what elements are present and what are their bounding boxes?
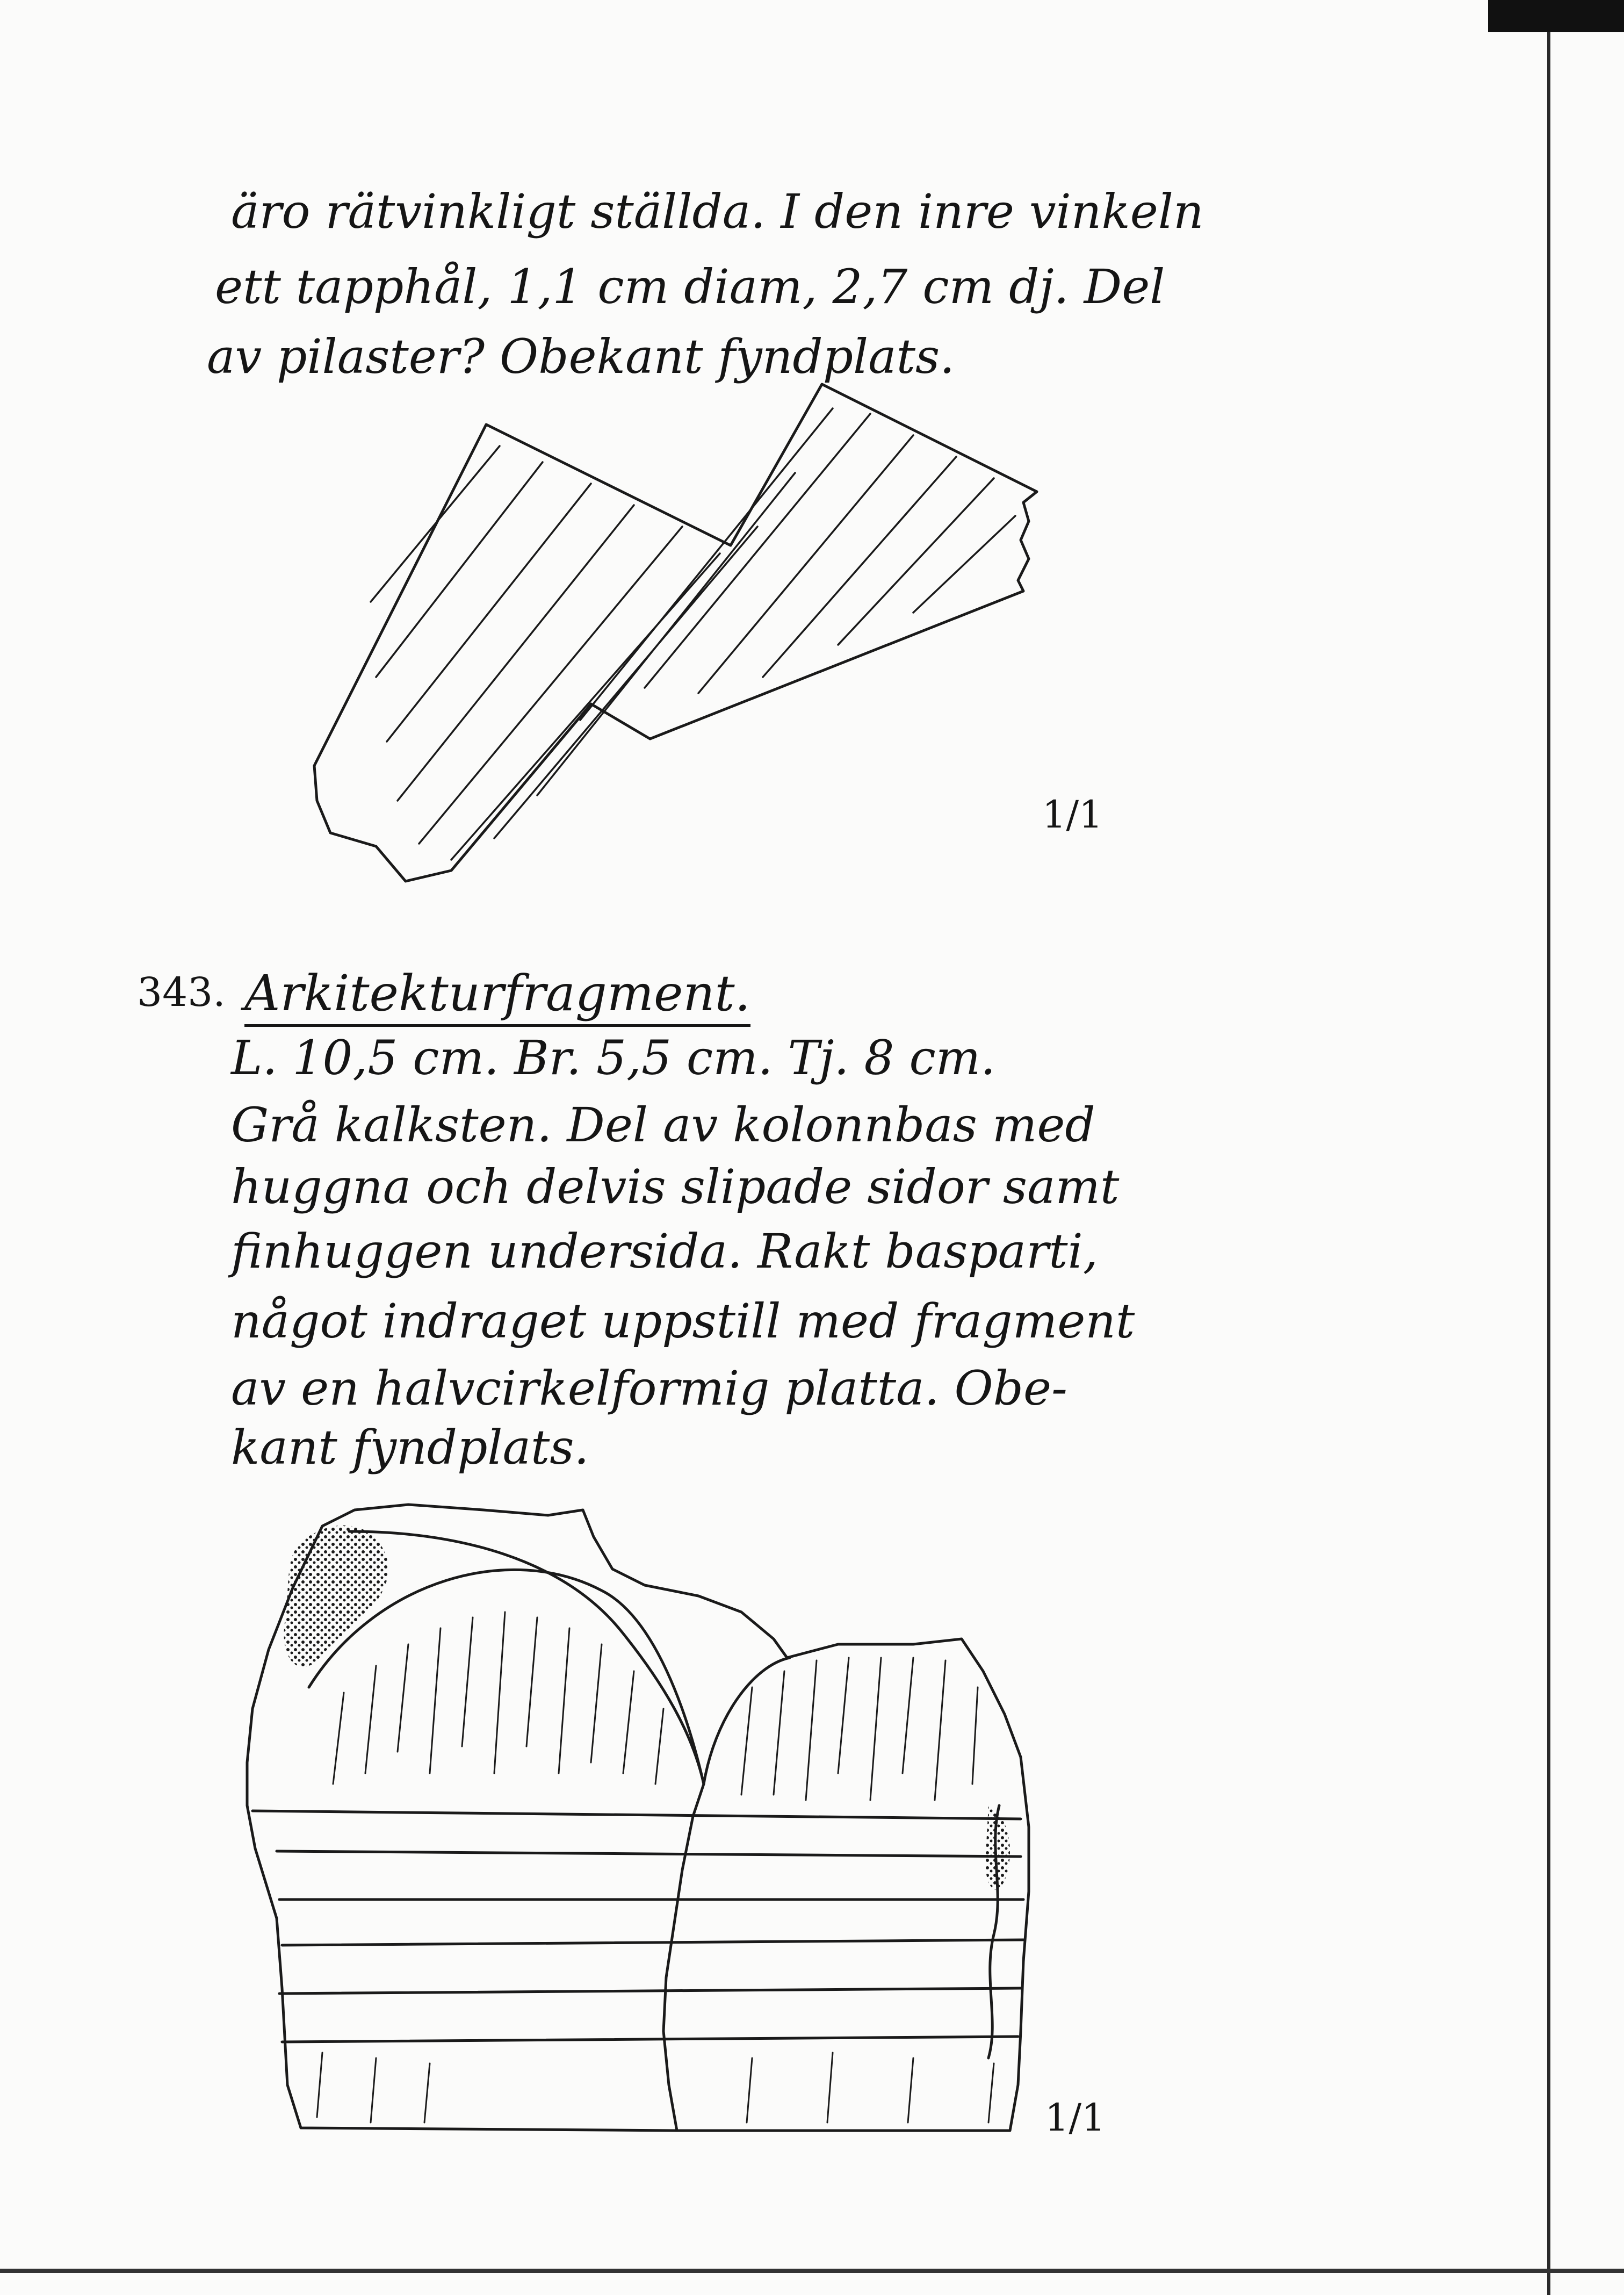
upper-text-line-2: ett tapphål, 1,1 cm diam, 2,7 cm dj. Del — [215, 259, 1165, 314]
entry-title: Arkitekturfragment. — [244, 965, 750, 1027]
entry-description-line-5: av en halvcirkelformig platta. Obe- — [231, 1361, 1067, 1416]
entry-description-line-2: huggna och delvis slipade sidor samt — [231, 1159, 1120, 1214]
entry-number: 343. — [137, 969, 226, 1016]
upper-text-line-1: äro rätvinkligt ställda. I den inre vinkeln — [231, 184, 1204, 239]
entry-description-line-4: något indraget uppstill med fragment — [231, 1293, 1135, 1349]
entry-description-line-3: finhuggen undersida. Rakt basparti, — [231, 1224, 1098, 1279]
lower-scale-label: 1/1 — [1045, 2096, 1106, 2140]
entry-description-line-1: Grå kalksten. Del av kolonnbas med — [231, 1097, 1095, 1153]
entry-measurements: L. 10,5 cm. Br. 5,5 cm. Tj. 8 cm. — [231, 1030, 996, 1085]
upper-scale-label: 1/1 — [1042, 793, 1103, 837]
upper-text-line-3: av pilaster? Obekant fyndplats. — [207, 329, 955, 384]
entry-description-line-6: kant fyndplats. — [231, 1420, 589, 1475]
